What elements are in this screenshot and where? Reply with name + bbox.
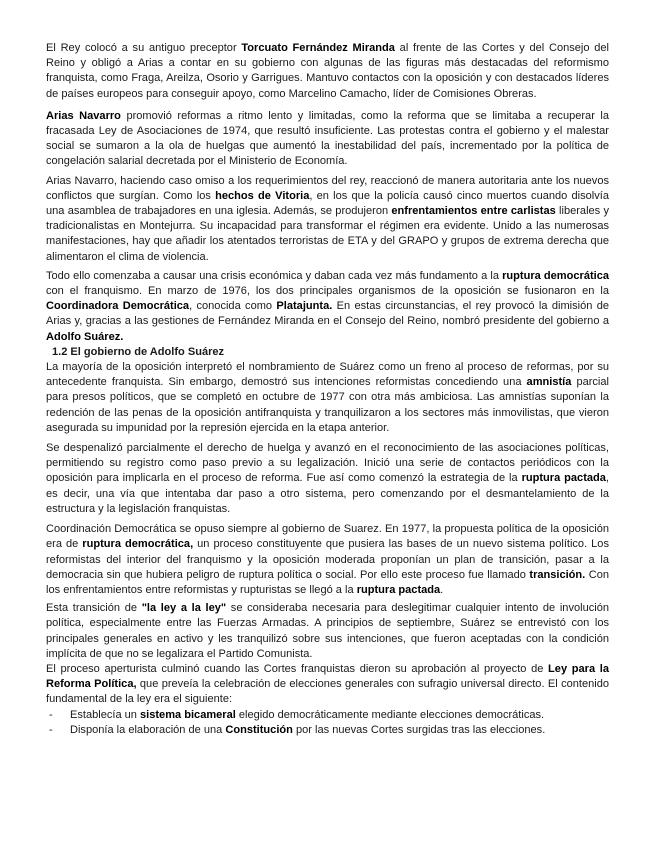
text-run: se consideraba necesaria para deslegitimar cualquier intento de involución política, especialmente entre las Fuerzas Armadas. A principios de septiembre, Suárez se entrevistó con los principales generales en activo y les tranquilizó sobre sus intenciones, que fueron aceptadas con la condición implícita de que no se legalizara el Partido Comunista. (46, 602, 609, 660)
paragraph (46, 109, 609, 170)
paragraph (46, 174, 609, 265)
dash-bullet: - (49, 708, 53, 721)
text-run: Esta transición de (46, 602, 142, 615)
paragraph (46, 662, 609, 708)
bold-text: "la ley a la ley" (141, 602, 227, 615)
text-run: Coordinación Democrática se opuso siempre al gobierno de Suarez. En 1977, la propuesta política de la oposición era de (46, 523, 609, 551)
document-page (46, 41, 609, 738)
bold-text: ruptura democrática, (82, 538, 194, 551)
text-run: Todo ello comenzaba a causar una crisis económica y daban cada vez más fundamento a la (46, 269, 503, 282)
section-heading: 1.2 El gobierno de Adolfo Suárez (52, 345, 225, 358)
list-item (46, 708, 609, 723)
text-run: promovió reformas a ritmo lento y limitadas, como la reforma que se limitaba a recuperar la fracasada Ley de Asociaciones de 1974, que resultó insuficiente. Las protestas contra el gobierno y el malestar social se sumaron a la ola de huelgas que aumentó la inestabilidad del país, incrementado por la política de congelación salarial decretada por el Ministerio de Economía. (46, 109, 609, 168)
paragraph (46, 269, 609, 345)
text-run: Establecía un (70, 708, 141, 721)
bold-text: Arias Navarro (46, 109, 121, 122)
text-run: Arias Navarro, haciendo caso omiso a los requerimientos del rey, reaccionó de manera autoritaria ante los nuevos conflictos que surgían. Como los (46, 174, 609, 202)
bold-text: ruptura democrática (502, 269, 609, 282)
text-run: El Rey colocó a su antiguo preceptor (46, 42, 242, 54)
bold-text: ruptura pactada (521, 472, 606, 485)
text-run: . (440, 583, 444, 596)
bold-text: Ley para la Reforma Política, (46, 662, 609, 691)
paragraph (46, 601, 609, 662)
bold-text: sistema bicameral (140, 708, 236, 721)
list-item (46, 723, 609, 738)
paragraph (46, 522, 609, 598)
bold-text: enfrentamientos entre carlistas (391, 205, 556, 218)
text-run: El proceso aperturista culminó cuando las Cortes franquistas dieron su aprobación al proyecto de (46, 662, 549, 675)
text-run: por las nuevas Cortes surgidas tras las elecciones. (292, 723, 546, 736)
bold-text: hechos de Vitoria (215, 189, 310, 202)
text-run: , conocida como (189, 300, 277, 313)
paragraph (46, 360, 609, 436)
text-run: que preveía la celebración de elecciones generales con sufragio universal directo. El contenido fundamental de la ley era el siguiente: (46, 678, 609, 706)
paragraphs-after (46, 360, 609, 707)
text-run: Se despenalizó parcialmente el derecho de huelga y avanzó en el reconocimiento de las asociaciones políticas, permitiendo su registro como paso previo a su legalización. Inició una serie de contactos periódicos con la oposición para implicarla en el proceso de reforma. Fue así como comenzó la estrategia de la (46, 442, 609, 485)
paragraphs-before (46, 41, 609, 345)
text-run: liberales y tradicionalistas en Montejurra. Su incapacidad para transformar el régimen era evidente. Unido a las numerosas manifestaciones, hay que añadir los atentados terroristas de ETA y del GRAPO y grupos de extrema derecha que alimentaron el clima de violencia. (46, 205, 609, 263)
text-run: , en los que la policía causó cinco muertos cuando disolvía una asamblea de trabajadores en una iglesia. Además, se produjeron (46, 189, 609, 218)
text-run: un proceso constituyente que pusiera las bases de un nuevo sistema político. Los reformistas del interior del franquismo y la oposición moderada proponían un plan de transición, pasar a la democracia sin que hubiera peligro de ruptura política o social. Por ello este proceso fue llamado (46, 538, 609, 581)
dash-bullet: - (49, 723, 53, 736)
paragraph (46, 41, 609, 102)
text-run: En estas circunstancias, el rey provocó la dimisión de Arias y, gracias a las gestiones de Fernández Miranda en el Consejo del Reino, nombró presidente del gobierno a (46, 300, 610, 328)
bold-text: Constitución (225, 723, 293, 736)
bold-text: Coordinadora Democrática (46, 300, 190, 313)
text-run: , es decir, una vía que intentaba dar paso a otro sistema, pero comenzando por el desmantelamiento de la estructura y la legislación franquistas. (46, 472, 609, 515)
text-run: parcial para presos políticos, que se completó en octubre de 1977 con otra más ambiciosa. Las amnistías suponían la redención de las penas de la oposición antifranquista y tranquilizaron a los sectores más inmovilistas, que vieron asegurada su impunidad por la represión ejercida en la etapa anterior. (46, 376, 609, 434)
text-run: con el franquismo. En marzo de 1976, los dos principales organismos de la oposición se fusionaron en la (46, 285, 609, 298)
bold-text: amnistía (526, 376, 572, 389)
text-run: al frente de las Cortes y del Consejo del Reino y obligó a Arias a contar en su gobierno con algunas de las figuras más destacadas del reformismo franquista, como Fraga, Areilza, Osorio y Garrigues. Mantuvo contactos con la oposición y con destacados líderes de países europeos para conseguir apoyo, como Marcelino Camacho, líder de Comisiones Obreras. (46, 42, 609, 100)
content-list (46, 708, 609, 738)
text-run: elegido democráticamente mediante elecciones democráticas. (235, 708, 545, 721)
paragraph (46, 441, 609, 517)
text-run: Con los enfrentamientos entre reformistas y rupturistas se llegó a la (46, 568, 609, 596)
text-run: La mayoría de la oposición interpretó el nombramiento de Suárez como un freno al proceso de reformas, por su antecedente franquista. Sin embargo, demostró sus intenciones reformistas concediendo una (46, 361, 609, 389)
text-run: Disponía la elaboración de una (70, 723, 226, 736)
bold-text: transición. (529, 568, 586, 581)
bold-text: Platajunta. (276, 300, 333, 313)
bold-text: ruptura pactada (356, 583, 441, 596)
bold-text: Adolfo Suárez. (46, 330, 124, 343)
bold-text: Torcuato Fernández Miranda (241, 42, 395, 54)
